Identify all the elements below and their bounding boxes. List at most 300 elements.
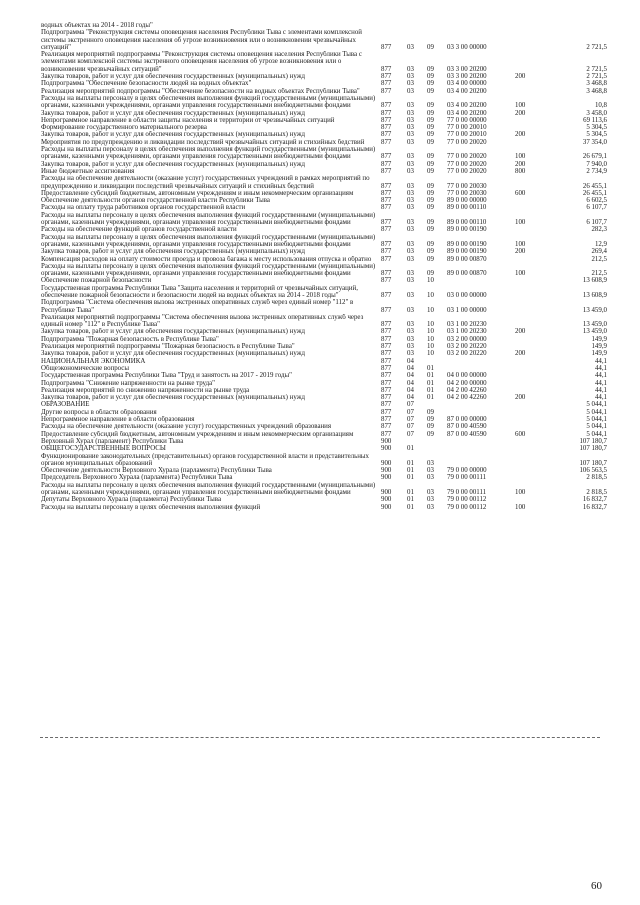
row-subsection-code: 09 <box>427 416 434 424</box>
row-expense-type-code <box>514 380 542 387</box>
table-row <box>40 431 608 438</box>
row-expense-type-code: 100 <box>515 489 526 496</box>
row-description: Обеспечение деятельности органов государственной власти Республики Тыва <box>41 197 270 205</box>
row-description: Непрограммное направление в области образования <box>41 416 195 424</box>
row-department-code: 877 <box>381 197 392 205</box>
row-section-code: 03 <box>407 226 414 234</box>
row-department-code: 877 <box>381 248 392 256</box>
row-expense-type-code <box>514 175 542 190</box>
row-expense-type-code <box>514 416 542 423</box>
table-row <box>40 190 608 197</box>
row-target-article-code: 79 0 00 00000 <box>447 467 487 475</box>
row-expense-type-code <box>514 409 542 416</box>
row-expense-type-code: 100 <box>515 240 526 248</box>
row-amount: 10,8 <box>594 102 607 110</box>
row-department-code: 877 <box>381 255 392 263</box>
row-expense-type-code: 100 <box>515 153 526 161</box>
row-department-code: 877 <box>381 328 392 336</box>
row-target-article-code <box>446 401 514 408</box>
row-subsection-code: 01 <box>427 394 434 402</box>
row-subsection-code: 01 <box>427 364 434 372</box>
row-subsection-code: 09 <box>427 226 434 234</box>
row-section-code: 07 <box>407 416 414 424</box>
row-amount: 3 458,0 <box>586 109 607 117</box>
row-department-code: 900 <box>381 467 392 475</box>
row-expense-type-code <box>514 387 542 394</box>
row-target-article-code: 77 0 00 00000 <box>447 116 487 124</box>
row-description: Расходы на выплаты персоналу в целях обеспечения выполнения функций государственными (муниципальными) органами, казенными учреждениями, органами управления государственными внебюджетными фондами <box>41 146 376 161</box>
row-target-article-code: 03 1 00 00000 <box>447 306 487 314</box>
table-row <box>40 29 608 51</box>
row-expense-type-code <box>514 51 542 73</box>
table-row <box>40 453 608 468</box>
table-row <box>40 372 608 379</box>
row-description: Закупка товаров, работ и услуг для обеспечения государственных (муниципальных) нужд <box>41 248 305 256</box>
row-target-article-code: 89 0 00 00870 <box>447 255 487 263</box>
row-department-code: 877 <box>381 43 392 51</box>
row-amount: 26 455,1 <box>582 189 607 197</box>
row-description: Закупка товаров, работ и услуг для обеспечения государственных (муниципальных) нужд <box>41 394 305 402</box>
row-subsection-code: 10 <box>427 321 434 329</box>
row-subsection-code: 09 <box>427 423 434 431</box>
row-subsection-code: 09 <box>427 197 434 205</box>
row-subsection-code: 09 <box>427 43 434 51</box>
row-target-article-code: 03 2 00 20220 <box>447 350 487 358</box>
row-department-code: 877 <box>381 394 392 402</box>
row-section-code: 01 <box>407 459 414 467</box>
row-expense-type-code <box>514 445 542 452</box>
row-subsection-code: 03 <box>427 459 434 467</box>
row-amount: 269,4 <box>591 248 607 256</box>
row-subsection-code: 09 <box>427 65 434 73</box>
table-row <box>40 394 608 401</box>
row-description: Расходы на выплаты персоналу в целях обеспечения выполнения функций государственными (муниципальными) органами, казенными учреждениями, органами управления государственными внебюджетными фондами <box>41 481 376 496</box>
row-description: ОБРАЗОВАНИЕ <box>41 401 90 409</box>
row-expense-type-code <box>514 256 542 263</box>
row-amount: 16 832,7 <box>582 496 607 504</box>
row-target-article-code <box>446 438 514 445</box>
row-target-article-code: 77 0 00 20010 <box>447 131 487 139</box>
row-description: Расходы на выплаты персоналу в целях обеспечения выполнения функций <box>41 503 261 511</box>
row-amount: 26 679,1 <box>582 153 607 161</box>
row-section-code: 07 <box>407 430 414 438</box>
table-row <box>40 438 608 445</box>
row-department-code: 877 <box>381 116 392 124</box>
table-row <box>40 226 608 233</box>
budget-allocation-table <box>40 22 608 511</box>
row-expense-type-code <box>514 336 542 343</box>
row-amount: 26 455,1 <box>582 182 607 190</box>
row-amount: 2 721,5 <box>586 43 607 51</box>
row-department-code: 900 <box>381 437 392 445</box>
row-amount: 149,9 <box>591 335 607 343</box>
table-row <box>40 80 608 87</box>
row-section-code: 07 <box>407 401 414 409</box>
row-subsection-code <box>426 445 446 452</box>
row-description: Государственная программа Республики Тыва "Защита населения и территорий от чрезвычайных ситуаций, обеспечение пожарной безопасности и безопасности людей на водных объектах на 2014 - 2018 годы" <box>41 284 358 299</box>
row-department-code: 877 <box>381 423 392 431</box>
row-expense-type-code <box>514 197 542 204</box>
row-expense-type-code: 200 <box>515 350 526 358</box>
row-expense-type-code <box>514 226 542 233</box>
page-number: 60 <box>591 880 602 892</box>
table-row <box>40 248 608 255</box>
row-amount: 5 044,1 <box>586 401 607 409</box>
row-amount: 6 107,7 <box>586 219 607 227</box>
row-department-code: 877 <box>381 160 392 168</box>
row-subsection-code: 10 <box>427 277 434 285</box>
row-amount: 13 608,9 <box>582 291 607 299</box>
row-department-code: 877 <box>381 364 392 372</box>
row-section-code: 03 <box>407 321 414 329</box>
row-expense-type-code <box>514 358 542 365</box>
row-target-article-code: 77 0 00 20020 <box>447 160 487 168</box>
row-description: Реализация мероприятий подпрограммы "Пожарная безопасность в Республике Тыва" <box>41 343 295 351</box>
row-description: Закупка товаров, работ и услуг для обеспечения государственных (муниципальных) нужд <box>41 350 305 358</box>
row-amount: 12,9 <box>594 240 607 248</box>
row-section-code: 03 <box>407 197 414 205</box>
row-target-article-code: 03 4 00 20200 <box>447 87 487 95</box>
row-target-article-code <box>446 365 514 372</box>
row-amount: 44,1 <box>594 386 607 394</box>
row-department-code: 877 <box>381 408 392 416</box>
row-target-article-code <box>446 358 514 365</box>
row-amount: 2 721,5 <box>586 73 607 81</box>
row-section-code: 03 <box>407 87 414 95</box>
table-row <box>40 474 608 481</box>
table-row <box>40 387 608 394</box>
row-expense-type-code: 100 <box>515 503 526 511</box>
row-department-code: 900 <box>381 459 392 467</box>
table-row <box>40 73 608 80</box>
row-subsection-code: 03 <box>427 496 434 504</box>
row-description: Иные бюджетные ассигнования <box>41 167 135 175</box>
row-expense-type-code: 200 <box>515 328 526 336</box>
table-row <box>40 117 608 124</box>
row-subsection-code: 09 <box>427 248 434 256</box>
row-subsection-code: 09 <box>427 160 434 168</box>
row-section-code <box>406 22 426 29</box>
row-section-code: 04 <box>407 357 414 365</box>
row-department-code: 877 <box>381 102 392 110</box>
row-expense-type-code <box>514 423 542 430</box>
table-row <box>40 423 608 430</box>
row-target-article-code: 03 3 00 20200 <box>447 65 487 73</box>
table-row <box>40 263 608 278</box>
row-target-article-code <box>446 409 514 416</box>
row-amount: 44,1 <box>594 394 607 402</box>
row-subsection-code <box>426 22 446 29</box>
table-row <box>40 328 608 335</box>
row-section-code: 03 <box>407 124 414 132</box>
row-expense-type-code <box>514 22 542 29</box>
row-target-article-code: 03 3 00 00000 <box>447 43 487 51</box>
row-description: Закупка товаров, работ и услуг для обеспечения государственных (муниципальных) нужд <box>41 328 305 336</box>
table-row <box>40 139 608 146</box>
row-amount: 2 734,9 <box>586 167 607 175</box>
row-description: Расходы на выплаты персоналу в целях обеспечения выполнения функций государственными (муниципальными) органами, казенными учреждениями, органами управления государственными внебюджетными фондами <box>41 211 376 227</box>
row-expense-type-code: 600 <box>515 189 526 197</box>
row-subsection-code: 09 <box>427 138 434 146</box>
row-target-article-code: 03 4 00 20200 <box>447 109 487 117</box>
row-section-code: 03 <box>407 270 414 278</box>
row-description: Непрограммное направление в области защиты населения и территории от чрезвычайных ситуаций <box>41 116 335 124</box>
row-subsection-code <box>426 401 446 408</box>
row-description: Расходы на выплаты персоналу в целях обеспечения выполнения функций государственными (муниципальными) органами, казенными учреждениями, органами управления государственными внебюджетными фондами <box>41 233 376 248</box>
row-target-article-code: 89 0 00 00190 <box>447 240 487 248</box>
row-description: Обеспечение пожарной безопасности <box>41 277 152 285</box>
row-description: Реализация мероприятий подпрограммы "Реконструкция системы оповещения населения Республики Тыва с элементами комплексной системы экстренного оповещения населения об угрозе возникновения или о возникновении чрезвычайных ситуаций" <box>41 51 362 73</box>
row-section-code: 03 <box>407 204 414 212</box>
row-description: НАЦИОНАЛЬНАЯ ЭКОНОМИКА <box>41 357 146 365</box>
row-amount: 44,1 <box>594 364 607 372</box>
row-expense-type-code <box>514 453 542 468</box>
row-target-article-code: 04 2 00 42260 <box>447 394 487 402</box>
row-target-article-code: 79 0 00 00112 <box>447 503 487 511</box>
row-description: Расходы на оплату труда работников органов государственной власти <box>41 204 246 212</box>
row-subsection-code: 09 <box>427 124 434 132</box>
table-row <box>40 212 608 227</box>
row-department-code: 900 <box>381 489 392 496</box>
row-expense-type-code <box>514 80 542 87</box>
row-description: ОБЩЕГОСУДАРСТВЕННЫЕ ВОПРОСЫ <box>41 445 166 453</box>
row-amount: 44,1 <box>594 379 607 387</box>
row-department-code: 877 <box>381 335 392 343</box>
row-section-code: 03 <box>407 189 414 197</box>
row-section-code: 03 <box>407 255 414 263</box>
row-description: Депутаты Верховного Хурала (парламента) Республики Тыва <box>41 496 222 504</box>
row-department-code <box>380 22 406 29</box>
table-row <box>40 504 608 511</box>
row-description: Подпрограмма "Снижение напряженности на рынке труда" <box>41 379 215 387</box>
row-target-article-code: 89 0 00 00190 <box>447 226 487 234</box>
row-expense-type-code <box>514 124 542 131</box>
row-amount: 13 459,0 <box>582 328 607 336</box>
row-target-article-code: 77 0 00 20030 <box>447 182 487 190</box>
row-subsection-code: 10 <box>427 343 434 351</box>
row-subsection-code: 09 <box>427 131 434 139</box>
row-department-code: 877 <box>381 430 392 438</box>
row-target-article-code: 89 0 00 00190 <box>447 248 487 256</box>
row-amount: 5 044,1 <box>586 423 607 431</box>
row-target-article-code: 03 1 00 20230 <box>447 321 487 329</box>
table-row <box>40 175 608 190</box>
row-expense-type-code <box>514 117 542 124</box>
table-row <box>40 197 608 204</box>
row-department-code: 900 <box>381 474 392 482</box>
row-target-article-code: 77 0 00 20020 <box>447 153 487 161</box>
row-target-article-code: 03 2 00 00000 <box>447 335 487 343</box>
row-section-code: 04 <box>407 379 414 387</box>
row-department-code: 877 <box>381 124 392 132</box>
row-subsection-code: 10 <box>427 291 434 299</box>
row-amount: 5 304,5 <box>586 131 607 139</box>
row-target-article-code: 79 0 00 00112 <box>447 496 487 504</box>
row-department-code: 877 <box>381 386 392 394</box>
row-description: Закупка товаров, работ и услуг для обеспечения государственных (муниципальных) нужд <box>41 160 305 168</box>
row-department-code: 900 <box>381 445 392 453</box>
row-section-code: 03 <box>407 80 414 88</box>
row-subsection-code: 10 <box>427 306 434 314</box>
row-subsection-code: 09 <box>427 109 434 117</box>
row-department-code: 877 <box>381 109 392 117</box>
table-row <box>40 146 608 161</box>
row-description: Расходы на выплаты персоналу в целях обеспечения выполнения функций государственными (муниципальными) органами, казенными учреждениями, органами управления государственными внебюджетными фондами <box>41 262 376 278</box>
row-department-code: 877 <box>381 416 392 424</box>
row-subsection-code: 10 <box>427 350 434 358</box>
row-amount: 3 468,8 <box>586 87 607 95</box>
row-subsection-code: 09 <box>427 240 434 248</box>
table-row <box>40 22 608 29</box>
row-section-code: 03 <box>407 73 414 81</box>
row-target-article-code: 77 0 00 20020 <box>447 138 487 146</box>
row-description: Расходы на обеспечение деятельности (оказание услуг) государственных учреждений образования <box>41 423 332 431</box>
row-department-code: 877 <box>381 153 392 161</box>
row-subsection-code: 01 <box>427 372 434 380</box>
row-target-article-code <box>446 453 514 468</box>
row-amount <box>542 22 608 29</box>
row-description: Подпрограмма "Пожарная безопасность в Республике Тыва" <box>41 335 219 343</box>
row-expense-type-code: 100 <box>515 270 526 278</box>
row-amount: 69 113,6 <box>583 116 607 124</box>
row-subsection-code: 09 <box>427 182 434 190</box>
row-target-article-code <box>446 445 514 452</box>
row-amount: 149,9 <box>591 350 607 358</box>
budget-table-body <box>40 22 608 511</box>
row-section-code: 03 <box>407 138 414 146</box>
row-section-code: 03 <box>407 182 414 190</box>
row-amount: 5 044,1 <box>586 416 607 424</box>
row-amount: 212,5 <box>591 270 607 278</box>
row-target-article-code: 89 0 00 00110 <box>447 219 487 227</box>
row-department-code: 877 <box>381 401 392 409</box>
row-expense-type-code <box>514 438 542 445</box>
row-section-code: 03 <box>407 109 414 117</box>
row-expense-type-code <box>514 204 542 211</box>
row-expense-type-code <box>514 299 542 314</box>
row-section-code: 03 <box>407 291 414 299</box>
row-target-article-code <box>446 277 514 284</box>
row-target-article-code: 03 2 00 20220 <box>447 343 487 351</box>
row-target-article-code: 77 0 00 20010 <box>447 124 487 132</box>
row-section-code: 03 <box>407 335 414 343</box>
row-section-code: 03 <box>407 116 414 124</box>
row-amount: 44,1 <box>594 372 607 380</box>
row-description: Верховный Хурал (парламент) Республики Тыва <box>41 437 184 445</box>
row-expense-type-code: 100 <box>515 219 526 227</box>
row-subsection-code: 09 <box>427 73 434 81</box>
row-description: Предоставление субсидий бюджетным, автономным учреждениям и иным некоммерческим организациям <box>41 189 354 197</box>
row-description: Компенсация расходов на оплату стоимости проезда и провоза багажа к месту использования отпуска и обратно <box>41 255 372 263</box>
table-row <box>40 358 608 365</box>
row-description: Расходы на обеспечение функций органов государственной власти <box>41 226 237 234</box>
row-department-code: 877 <box>381 73 392 81</box>
row-section-code: 03 <box>407 153 414 161</box>
table-row <box>40 496 608 503</box>
row-amount: 16 832,7 <box>582 503 607 511</box>
table-row <box>40 256 608 263</box>
row-target-article-code: 87 0 00 00000 <box>447 416 487 424</box>
row-target-article-code: 04 2 00 00000 <box>447 379 487 387</box>
row-description: Закупка товаров, работ и услуг для обеспечения государственных (муниципальных) нужд <box>41 131 305 139</box>
row-department-code: 900 <box>381 496 392 504</box>
row-amount: 2 721,5 <box>586 65 607 73</box>
table-row <box>40 277 608 284</box>
row-department-code: 877 <box>381 240 392 248</box>
row-section-code <box>406 438 426 445</box>
row-description: Обеспечение деятельности Верховного Хурала (парламента) Республики Тыва <box>41 467 272 475</box>
row-expense-type-code: 600 <box>515 430 526 438</box>
row-subsection-code: 10 <box>427 328 434 336</box>
row-target-article-code: 89 0 00 00000 <box>447 197 487 205</box>
table-row <box>40 380 608 387</box>
row-expense-type-code <box>514 343 542 350</box>
row-expense-type-code <box>514 277 542 284</box>
table-row <box>40 51 608 73</box>
row-description: Предоставление субсидий бюджетным, автономным учреждениям и иным некоммерческим организациям <box>41 430 354 438</box>
row-description: Расходы на выплаты персоналу в целях обеспечения выполнения функций государственными (муниципальными) органами, казенными учреждениями, органами управления государственными внебюджетными фондами <box>41 94 376 110</box>
row-target-article-code: 79 0 00 00111 <box>447 474 487 482</box>
table-row <box>40 409 608 416</box>
row-section-code: 03 <box>407 131 414 139</box>
page-cut-line <box>40 737 600 738</box>
row-section-code: 01 <box>407 467 414 475</box>
row-subsection-code: 03 <box>427 467 434 475</box>
row-subsection-code: 01 <box>427 379 434 387</box>
table-row <box>40 95 608 110</box>
row-section-code: 03 <box>407 219 414 227</box>
table-row <box>40 124 608 131</box>
row-amount: 7 940,0 <box>586 160 607 168</box>
row-section-code: 04 <box>407 386 414 394</box>
row-target-article-code: 03 1 00 20230 <box>447 328 487 336</box>
row-section-code: 03 <box>407 328 414 336</box>
row-target-article-code: 77 0 00 20030 <box>447 189 487 197</box>
row-department-code: 877 <box>381 343 392 351</box>
row-amount: 13 608,9 <box>582 277 607 285</box>
row-expense-type-code <box>514 139 542 146</box>
row-description: Общеэкономические вопросы <box>41 364 129 372</box>
table-row <box>40 445 608 452</box>
row-description: Мероприятия по предупреждению и ликвидации последствий чрезвычайных ситуаций и стихийных бедствий <box>41 138 365 146</box>
row-department-code: 877 <box>381 277 392 285</box>
row-section-code: 01 <box>407 445 414 453</box>
row-subsection-code: 09 <box>427 153 434 161</box>
row-department-code: 877 <box>381 131 392 139</box>
row-subsection-code <box>426 358 446 365</box>
row-section-code: 03 <box>407 43 414 51</box>
row-amount: 13 459,0 <box>582 306 607 314</box>
row-expense-type-code <box>514 285 542 300</box>
row-subsection-code: 09 <box>427 167 434 175</box>
row-expense-type-code: 100 <box>515 102 526 110</box>
row-department-code: 877 <box>381 65 392 73</box>
row-amount: 2 818,5 <box>586 474 607 482</box>
row-subsection-code: 10 <box>427 335 434 343</box>
row-section-code: 04 <box>407 364 414 372</box>
row-section-code: 01 <box>407 489 414 496</box>
row-department-code: 877 <box>381 80 392 88</box>
row-subsection-code <box>426 438 446 445</box>
table-row <box>40 285 608 300</box>
row-subsection-code: 03 <box>427 503 434 511</box>
row-target-article-code: 87 0 00 40590 <box>447 423 487 431</box>
row-expense-type-code <box>514 29 542 51</box>
row-amount: 107 180,7 <box>579 437 607 445</box>
row-section-code: 03 <box>407 306 414 314</box>
row-amount: 106 563,5 <box>579 467 607 475</box>
row-description: водных объектах на 2014 - 2018 годы" <box>41 22 153 29</box>
